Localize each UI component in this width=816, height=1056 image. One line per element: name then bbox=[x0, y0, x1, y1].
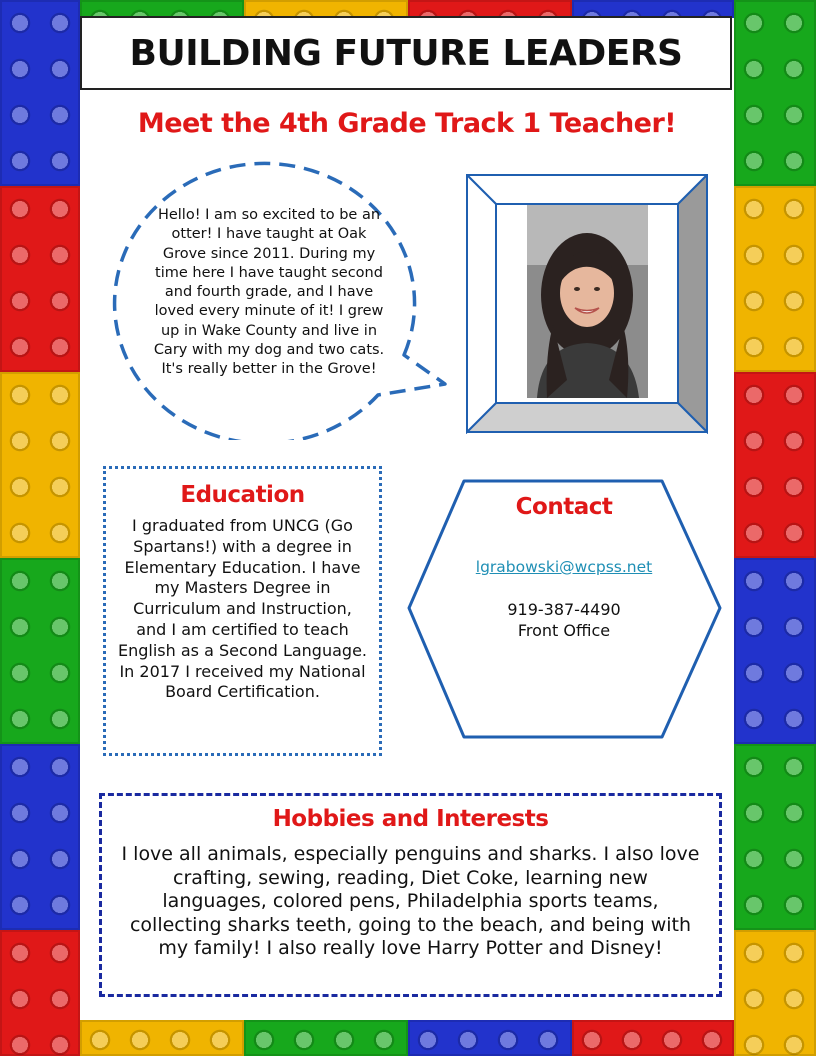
lego-brick bbox=[734, 558, 816, 744]
lego-brick bbox=[408, 1020, 572, 1056]
lego-brick bbox=[0, 0, 80, 186]
intro-text: Hello! I am so excited to be an otter! I have taught at Oak Grove since 2011. During my time here I have taught second and fourth grade, and I have loved every minute of it! I grew up in Wake County and live in Cary with my dog and two cats. It's really better in the Grove! bbox=[153, 207, 385, 378]
page-subtitle: Meet the 4th Grade Track 1 Teacher! bbox=[137, 108, 677, 139]
education-title: Education bbox=[180, 482, 305, 508]
page-title: BUILDING FUTURE LEADERS bbox=[129, 32, 683, 74]
lego-brick bbox=[80, 1020, 244, 1056]
teacher-portrait-icon bbox=[527, 205, 648, 398]
education-text: I graduated from UNCG (Go Spartans!) with a degree in Elementary Education. I have my Masters Degree in Curriculum and Instruction, and I am certified to teach English as a Second Language. In 2017 I received my National Board Certification. bbox=[118, 516, 367, 702]
hobbies-text: I love all animals, especially penguins and sharks. I also love crafting, sewing, reading, Diet Coke, learning new languages, colored pens, Philadelphia sports teams, collecting sharks teeth, going to the beach, and being with my family! I also really love Harry Potter and Disney! bbox=[121, 843, 700, 960]
lego-brick bbox=[0, 186, 80, 372]
lego-brick bbox=[734, 186, 816, 372]
lego-brick bbox=[572, 1020, 734, 1056]
lego-brick bbox=[0, 744, 80, 930]
lego-brick bbox=[0, 558, 80, 744]
lego-brick bbox=[734, 930, 816, 1056]
lego-brick bbox=[734, 372, 816, 558]
contact-email-link[interactable]: lgrabowski@wcpss.net bbox=[475, 558, 653, 576]
lego-brick bbox=[734, 744, 816, 930]
lego-brick bbox=[734, 0, 816, 186]
teacher-photo bbox=[527, 205, 648, 398]
title-banner bbox=[80, 16, 732, 90]
contact-title: Contact bbox=[515, 494, 613, 520]
lego-brick bbox=[0, 930, 80, 1056]
lego-brick bbox=[0, 372, 80, 558]
contact-phone: 919-387-4490 bbox=[507, 600, 621, 619]
lego-brick bbox=[244, 1020, 408, 1056]
hobbies-title: Hobbies and Interests bbox=[272, 806, 549, 832]
contact-office: Front Office bbox=[517, 621, 611, 640]
